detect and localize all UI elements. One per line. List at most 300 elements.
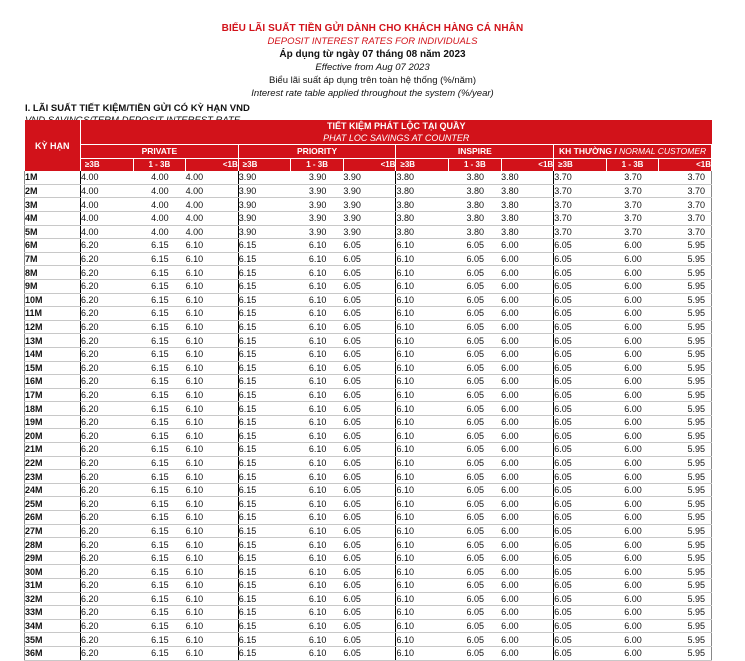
table-row	[25, 646, 712, 660]
product-title-vi: TIẾT KIỆM PHÁT LỘC TẠI QUẦY	[327, 121, 466, 131]
group-normal-vi: KH THƯỜNG /	[559, 146, 617, 157]
col-header-1-3b: 1 - 3B	[133, 158, 186, 171]
group-priority: PRIORITY	[238, 145, 396, 159]
rate-cell: 6.10	[291, 307, 344, 321]
rate-cell: 5.95	[659, 565, 712, 579]
rate-cell: 5.95	[659, 375, 712, 389]
rate-cell: 6.10	[186, 293, 239, 307]
rate-cell: 6.10	[291, 524, 344, 538]
rate-cell: 3.90	[343, 198, 396, 212]
rate-cell: 6.05	[343, 592, 396, 606]
rate-cell: 6.05	[554, 511, 607, 525]
rate-cell: 6.10	[291, 579, 344, 593]
col-header-lt1b: <1B	[343, 158, 396, 171]
rate-cell: 6.15	[133, 443, 186, 457]
rate-cell: 6.15	[133, 375, 186, 389]
rate-cell: 6.15	[133, 429, 186, 443]
table-row	[25, 388, 712, 402]
rate-cell: 6.05	[343, 551, 396, 565]
rate-cell: 6.15	[238, 592, 291, 606]
rate-cell: 6.05	[343, 579, 396, 593]
rate-cell: 4.00	[186, 184, 239, 198]
rate-cell: 6.10	[396, 565, 449, 579]
rate-cell: 6.15	[133, 239, 186, 253]
col-header-1-3b: 1 - 3B	[291, 158, 344, 171]
rate-cell: 6.05	[343, 279, 396, 293]
rate-cell: 6.15	[133, 538, 186, 552]
system-note-en: Interest rate table applied throughout the system (%/year)	[251, 88, 494, 99]
rate-cell: 6.15	[133, 293, 186, 307]
rate-cell: 3.90	[291, 225, 344, 239]
rate-cell: 6.10	[396, 307, 449, 321]
rate-cell: 6.05	[449, 239, 502, 253]
rate-cell: 6.00	[606, 429, 659, 443]
rate-cell: 6.15	[238, 347, 291, 361]
rate-cell: 5.95	[659, 483, 712, 497]
rate-cell: 6.10	[291, 266, 344, 280]
rate-cell: 6.05	[343, 361, 396, 375]
rate-cell: 6.05	[554, 646, 607, 660]
rate-cell: 3.70	[606, 184, 659, 198]
rate-cell: 4.00	[81, 171, 134, 184]
rate-cell: 6.10	[291, 606, 344, 620]
table-row	[25, 470, 712, 484]
rate-cell: 6.20	[81, 497, 134, 511]
rate-cell: 6.20	[81, 375, 134, 389]
col-header-lt1b: <1B	[186, 158, 239, 171]
rate-cell: 3.90	[343, 171, 396, 184]
rate-cell: 6.05	[343, 538, 396, 552]
rate-cell: 6.10	[291, 415, 344, 429]
rate-cell: 6.05	[554, 579, 607, 593]
effective-date-vi: Áp dụng từ ngày 07 tháng 08 năm 2023	[279, 49, 466, 60]
rate-cell: 6.05	[554, 347, 607, 361]
rate-cell: 6.00	[501, 347, 554, 361]
rate-cell: 6.10	[396, 279, 449, 293]
term-cell: 24M	[25, 483, 81, 497]
rate-cell: 6.20	[81, 347, 134, 361]
rate-cell: 6.05	[449, 429, 502, 443]
rate-cell: 3.80	[449, 198, 502, 212]
rate-cell: 5.95	[659, 429, 712, 443]
rate-cell: 3.70	[659, 211, 712, 225]
rate-cell: 6.10	[186, 375, 239, 389]
rate-cell: 5.95	[659, 307, 712, 321]
rate-cell: 6.10	[186, 565, 239, 579]
rate-cell: 6.10	[396, 551, 449, 565]
rate-cell: 6.00	[501, 456, 554, 470]
rate-cell: 6.10	[396, 429, 449, 443]
rate-cell: 3.90	[343, 184, 396, 198]
rate-cell: 6.20	[81, 633, 134, 647]
rate-cell: 6.05	[343, 388, 396, 402]
rate-cell: 6.10	[186, 633, 239, 647]
rate-cell: 3.90	[238, 184, 291, 198]
rate-cell: 4.00	[186, 225, 239, 239]
term-cell: 25M	[25, 497, 81, 511]
rate-cell: 6.10	[291, 279, 344, 293]
rate-cell: 6.05	[554, 334, 607, 348]
rate-cell: 3.90	[291, 198, 344, 212]
rate-cell: 6.15	[133, 252, 186, 266]
rate-cell: 3.70	[554, 171, 607, 184]
term-cell: 21M	[25, 443, 81, 457]
rate-cell: 5.95	[659, 361, 712, 375]
term-cell: 34M	[25, 619, 81, 633]
rate-cell: 6.05	[449, 633, 502, 647]
rate-cell: 6.20	[81, 388, 134, 402]
rate-cell: 6.15	[238, 497, 291, 511]
rate-cell: 6.05	[343, 415, 396, 429]
rate-cell: 6.05	[343, 511, 396, 525]
term-cell: 12M	[25, 320, 81, 334]
rate-cell: 6.10	[291, 470, 344, 484]
rate-cell: 6.05	[449, 538, 502, 552]
rate-cell: 6.20	[81, 443, 134, 457]
group-normal-en: NORMAL CUSTOMER	[619, 146, 707, 157]
rate-cell: 6.05	[343, 429, 396, 443]
rate-cell: 6.20	[81, 483, 134, 497]
rate-cell: 6.00	[501, 239, 554, 253]
rate-cell: 3.80	[501, 184, 554, 198]
rate-cell: 6.15	[133, 565, 186, 579]
rate-cell: 6.05	[554, 415, 607, 429]
rate-cell: 6.15	[133, 497, 186, 511]
rate-cell: 5.95	[659, 497, 712, 511]
rate-cell: 4.00	[186, 171, 239, 184]
rate-cell: 6.05	[554, 320, 607, 334]
rate-cell: 6.05	[554, 239, 607, 253]
rate-cell: 6.10	[396, 511, 449, 525]
table-row	[25, 497, 712, 511]
rate-cell: 6.05	[449, 443, 502, 457]
table-row	[25, 320, 712, 334]
rate-cell: 6.00	[501, 470, 554, 484]
rate-cell: 6.15	[133, 307, 186, 321]
rate-cell: 6.10	[186, 252, 239, 266]
rate-cell: 6.10	[186, 592, 239, 606]
rate-cell: 6.05	[343, 524, 396, 538]
rate-cell: 3.80	[449, 211, 502, 225]
table-row	[25, 211, 712, 225]
rate-cell: 6.00	[606, 415, 659, 429]
term-cell: 6M	[25, 239, 81, 253]
rate-cell: 6.15	[238, 307, 291, 321]
rate-cell: 6.15	[133, 579, 186, 593]
rate-cell: 6.10	[291, 293, 344, 307]
rate-cell: 6.00	[501, 606, 554, 620]
rate-cell: 6.15	[133, 524, 186, 538]
rate-cell: 6.05	[449, 483, 502, 497]
rate-cell: 6.00	[501, 483, 554, 497]
rate-cell: 6.05	[449, 619, 502, 633]
rate-cell: 3.80	[449, 171, 502, 184]
table-row	[25, 524, 712, 538]
rate-cell: 4.00	[186, 198, 239, 212]
table-row	[25, 279, 712, 293]
rate-cell: 6.05	[554, 388, 607, 402]
rate-cell: 6.05	[554, 293, 607, 307]
table-row	[25, 239, 712, 253]
rate-cell: 6.05	[554, 497, 607, 511]
rate-cell: 6.00	[606, 361, 659, 375]
rate-cell: 6.05	[554, 361, 607, 375]
rate-cell: 6.10	[186, 497, 239, 511]
rate-cell: 6.00	[606, 320, 659, 334]
rate-cell: 6.05	[449, 402, 502, 416]
term-cell: 13M	[25, 334, 81, 348]
rate-cell: 6.20	[81, 293, 134, 307]
rate-cell: 4.00	[133, 171, 186, 184]
rate-cell: 6.15	[133, 266, 186, 280]
rate-cell: 3.80	[501, 225, 554, 239]
rate-cell: 6.15	[238, 415, 291, 429]
term-cell: 7M	[25, 252, 81, 266]
rate-cell: 6.00	[501, 551, 554, 565]
term-cell: 16M	[25, 375, 81, 389]
rate-cell: 6.00	[606, 470, 659, 484]
effective-date-en: Effective from Aug 07 2023	[315, 62, 430, 73]
term-cell: 4M	[25, 211, 81, 225]
rate-cell: 6.10	[186, 239, 239, 253]
rate-cell: 6.20	[81, 429, 134, 443]
rate-cell: 3.80	[396, 171, 449, 184]
rate-cell: 6.20	[81, 320, 134, 334]
rate-cell: 6.00	[501, 497, 554, 511]
rate-cell: 6.15	[238, 239, 291, 253]
rate-cell: 6.05	[554, 483, 607, 497]
rate-cell: 6.15	[133, 592, 186, 606]
rate-cell: 6.10	[396, 456, 449, 470]
rate-cell: 4.00	[133, 211, 186, 225]
rate-cell: 6.15	[238, 565, 291, 579]
rate-cell: 6.00	[606, 239, 659, 253]
rate-cell: 6.15	[133, 470, 186, 484]
rate-cell: 6.15	[238, 511, 291, 525]
table-row	[25, 538, 712, 552]
rate-cell: 6.10	[186, 402, 239, 416]
rate-cell: 6.10	[291, 456, 344, 470]
col-header-ge3b: ≥3B	[554, 158, 607, 171]
rate-cell: 6.10	[291, 334, 344, 348]
rate-cell: 6.15	[238, 619, 291, 633]
rate-table-body	[25, 171, 712, 660]
product-title-en: PHAT LOC SAVINGS AT COUNTER	[323, 133, 470, 143]
rate-cell: 6.05	[449, 456, 502, 470]
term-cell: 15M	[25, 361, 81, 375]
rate-cell: 6.10	[291, 361, 344, 375]
rate-cell: 6.20	[81, 606, 134, 620]
rate-cell: 6.00	[606, 334, 659, 348]
rate-cell: 6.10	[396, 483, 449, 497]
rate-cell: 6.05	[554, 524, 607, 538]
rate-cell: 5.95	[659, 592, 712, 606]
rate-cell: 6.15	[238, 402, 291, 416]
term-cell: 29M	[25, 551, 81, 565]
rate-cell: 6.05	[449, 293, 502, 307]
rate-cell: 6.00	[501, 388, 554, 402]
rate-cell: 6.20	[81, 415, 134, 429]
rate-cell: 3.80	[396, 225, 449, 239]
rate-cell: 5.95	[659, 456, 712, 470]
rate-cell: 6.00	[606, 279, 659, 293]
rate-cell: 4.00	[133, 225, 186, 239]
rate-cell: 3.70	[659, 184, 712, 198]
table-row	[25, 443, 712, 457]
term-cell: 27M	[25, 524, 81, 538]
rate-cell: 6.00	[501, 334, 554, 348]
term-cell: 30M	[25, 565, 81, 579]
rate-cell: 6.10	[396, 361, 449, 375]
rate-cell: 3.70	[554, 198, 607, 212]
rate-cell: 4.00	[81, 184, 134, 198]
rate-cell: 6.05	[554, 592, 607, 606]
rate-cell: 6.05	[343, 252, 396, 266]
rate-cell: 6.05	[554, 443, 607, 457]
term-header: KỲ HẠN	[25, 120, 81, 171]
rate-cell: 6.15	[133, 361, 186, 375]
rate-cell: 5.95	[659, 279, 712, 293]
rate-cell: 4.00	[186, 211, 239, 225]
rate-cell: 6.00	[606, 538, 659, 552]
rate-cell: 6.00	[501, 252, 554, 266]
rate-cell: 6.15	[238, 334, 291, 348]
rate-cell: 6.10	[396, 538, 449, 552]
term-cell: 20M	[25, 429, 81, 443]
rate-cell: 6.10	[291, 252, 344, 266]
rate-cell: 6.00	[606, 307, 659, 321]
rate-cell: 6.00	[501, 266, 554, 280]
rate-cell: 6.10	[291, 511, 344, 525]
rate-cell: 6.00	[606, 606, 659, 620]
rate-cell: 6.10	[291, 320, 344, 334]
rate-cell: 6.10	[291, 239, 344, 253]
rate-cell: 6.00	[501, 538, 554, 552]
rate-cell: 4.00	[133, 184, 186, 198]
group-inspire: INSPIRE	[396, 145, 554, 159]
rate-cell: 3.90	[238, 198, 291, 212]
rate-cell: 6.20	[81, 524, 134, 538]
rate-cell: 4.00	[81, 198, 134, 212]
rate-cell: 6.10	[396, 239, 449, 253]
rate-cell: 3.80	[501, 198, 554, 212]
rate-cell: 3.90	[291, 171, 344, 184]
rate-cell: 6.10	[396, 347, 449, 361]
term-cell: 26M	[25, 511, 81, 525]
system-note-vi: Biểu lãi suất áp dụng trên toàn hệ thống (%/năm)	[268, 75, 477, 86]
rate-cell: 6.10	[396, 266, 449, 280]
term-cell: 23M	[25, 470, 81, 484]
rate-cell: 6.05	[554, 606, 607, 620]
rate-cell: 6.05	[449, 388, 502, 402]
rate-cell: 6.00	[501, 402, 554, 416]
rate-cell: 6.10	[186, 347, 239, 361]
rate-cell: 6.00	[606, 402, 659, 416]
rate-cell: 6.10	[396, 320, 449, 334]
rate-cell: 6.00	[606, 483, 659, 497]
rate-cell: 6.15	[133, 320, 186, 334]
rate-cell: 6.15	[238, 279, 291, 293]
rate-cell: 6.10	[186, 443, 239, 457]
rate-cell: 6.10	[186, 388, 239, 402]
term-cell: 9M	[25, 279, 81, 293]
rate-cell: 6.15	[133, 606, 186, 620]
rate-cell: 6.05	[449, 375, 502, 389]
rate-cell: 6.20	[81, 619, 134, 633]
rate-cell: 6.15	[238, 551, 291, 565]
rate-cell: 6.10	[186, 551, 239, 565]
rate-cell: 5.95	[659, 320, 712, 334]
rate-cell: 4.00	[81, 211, 134, 225]
rate-cell: 6.05	[554, 619, 607, 633]
table-row	[25, 565, 712, 579]
rate-cell: 6.10	[186, 579, 239, 593]
rate-cell: 6.00	[501, 565, 554, 579]
product-header	[81, 120, 712, 145]
section-title-vi: I. LÃI SUẤT TIẾT KIỆM/TIỀN GỬI CÓ KỲ HẠN VND	[25, 103, 250, 114]
rate-cell: 6.10	[186, 470, 239, 484]
rate-cell: 6.05	[449, 334, 502, 348]
rate-cell: 6.20	[81, 307, 134, 321]
rate-cell: 6.10	[291, 375, 344, 389]
rate-cell: 6.05	[343, 633, 396, 647]
rate-cell: 6.10	[291, 497, 344, 511]
rate-cell: 6.05	[554, 538, 607, 552]
rate-cell: 3.80	[501, 211, 554, 225]
rate-cell: 6.15	[238, 388, 291, 402]
rate-cell: 6.10	[186, 279, 239, 293]
table-row	[25, 347, 712, 361]
rate-cell: 3.70	[554, 184, 607, 198]
rate-cell: 6.10	[396, 633, 449, 647]
rate-cell: 6.05	[449, 497, 502, 511]
rate-cell: 6.05	[449, 320, 502, 334]
rate-cell: 6.15	[238, 293, 291, 307]
rate-cell: 6.10	[291, 551, 344, 565]
rate-cell: 6.10	[291, 388, 344, 402]
rate-cell: 6.00	[501, 375, 554, 389]
rate-cell: 6.05	[449, 511, 502, 525]
rate-cell: 5.95	[659, 415, 712, 429]
term-cell: 8M	[25, 266, 81, 280]
rate-cell: 6.00	[606, 524, 659, 538]
title-en: DEPOSIT INTEREST RATES FOR INDIVIDUALS	[267, 36, 478, 47]
rate-cell: 6.00	[501, 307, 554, 321]
group-private: PRIVATE	[81, 145, 239, 159]
rate-cell: 6.05	[343, 483, 396, 497]
rate-cell: 6.20	[81, 239, 134, 253]
table-row	[25, 252, 712, 266]
rate-cell: 6.00	[501, 320, 554, 334]
rate-cell: 6.15	[238, 443, 291, 457]
rate-cell: 3.90	[238, 211, 291, 225]
term-cell: 10M	[25, 293, 81, 307]
table-row	[25, 592, 712, 606]
rate-cell: 5.95	[659, 551, 712, 565]
rate-cell: 6.20	[81, 579, 134, 593]
term-cell: 22M	[25, 456, 81, 470]
rate-cell: 6.10	[396, 592, 449, 606]
table-row	[25, 429, 712, 443]
rate-cell: 6.05	[343, 606, 396, 620]
rate-cell: 6.05	[449, 470, 502, 484]
rate-cell: 6.00	[606, 252, 659, 266]
rate-cell: 3.70	[606, 171, 659, 184]
rate-cell: 3.70	[659, 225, 712, 239]
rate-cell: 6.10	[396, 606, 449, 620]
rate-cell: 6.00	[606, 388, 659, 402]
rate-cell: 6.00	[501, 443, 554, 457]
